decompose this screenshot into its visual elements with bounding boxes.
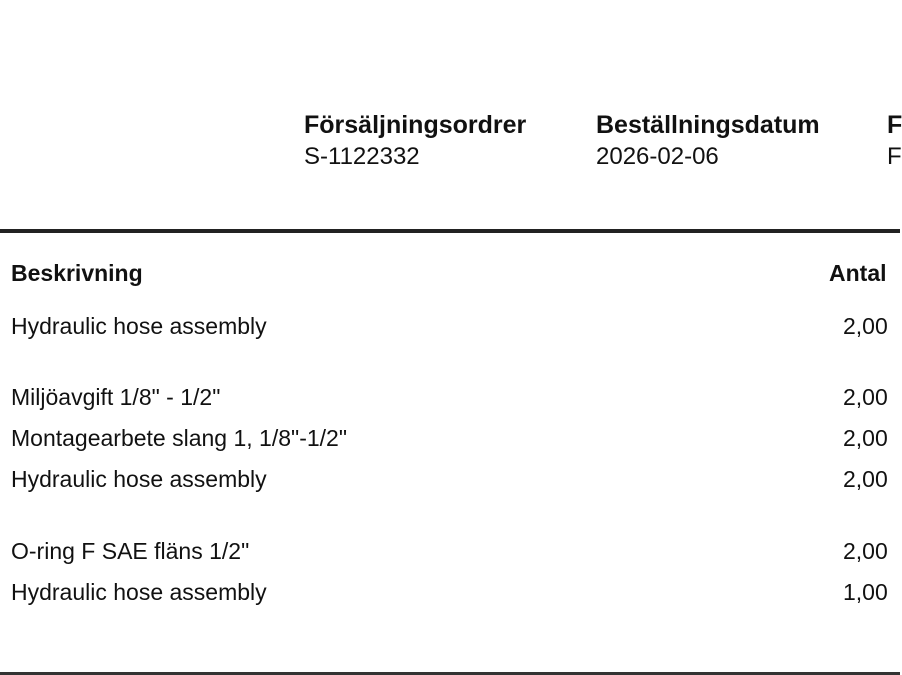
- row-description: O-ring F SAE fläns 1/2": [11, 538, 250, 564]
- row-description: Hydraulic hose assembly: [11, 313, 267, 339]
- table-row: [0, 422, 900, 454]
- row-quantity: 2,00: [843, 466, 888, 492]
- table-row: [0, 310, 900, 342]
- table-row: [0, 576, 900, 608]
- order-date-value: 2026-02-06: [596, 143, 719, 170]
- order-date-block: [596, 110, 820, 174]
- truncated-meta-value: F: [887, 143, 902, 170]
- table-top-rule: [0, 229, 900, 233]
- order-date-label: Beställningsdatum: [596, 111, 820, 139]
- table-row: [0, 463, 900, 495]
- table-row: [0, 535, 900, 567]
- row-quantity: 2,00: [843, 313, 888, 339]
- row-description: Hydraulic hose assembly: [11, 579, 267, 605]
- description-column-header: Beskrivning: [11, 260, 143, 286]
- truncated-meta-block: [887, 110, 902, 174]
- quantity-column-header: Antal: [829, 260, 887, 286]
- order-number-value: S-1122332: [304, 143, 420, 170]
- row-quantity: 1,00: [843, 579, 888, 605]
- table-row: [0, 381, 900, 413]
- row-description: Montagearbete slang 1, 1/8"-1/2": [11, 425, 347, 451]
- truncated-meta-label: F: [887, 111, 902, 139]
- row-quantity: 2,00: [843, 384, 888, 410]
- order-number-label: Försäljningsordrer: [304, 111, 527, 139]
- order-number-block: [304, 110, 526, 174]
- row-quantity: 2,00: [843, 425, 888, 451]
- row-quantity: 2,00: [843, 538, 888, 564]
- row-description: Miljöavgift 1/8" - 1/2": [11, 384, 221, 410]
- row-description: Hydraulic hose assembly: [11, 466, 267, 492]
